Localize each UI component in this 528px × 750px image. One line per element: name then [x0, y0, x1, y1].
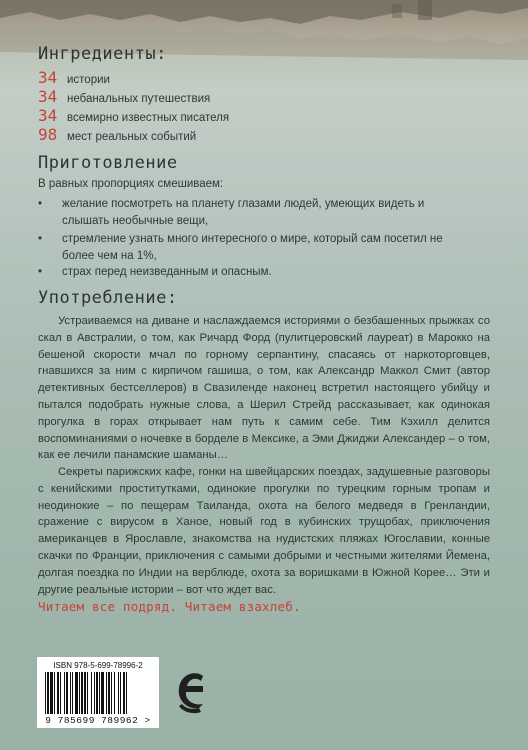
- ingredient-row: [38, 125, 196, 143]
- ingredient-row: [38, 68, 110, 86]
- usage-paragraph: Устраиваемся на диване и наслаждаемся историями о безбашенных прыжках со скал в Австралии, о том, как Ричард Форд (пулитцеровский лауреат) в Марокко на бешеной скорости мчал по горному серпантину, спасаясь от наркоторговцев, гнавшихся за ним с кирпичом гашиша, о том, как Александр Маккол Смит (автор детективных бестселлеров) в Свазиленде наконец встретил настоящего убийцу и пытался подобрать нужные слова, а Шерил Стрейд рассказывает, как одинокая прогулка в горах открывает нам путь к самим себе. Тим Кэхилл делится воспоминаниями о ночевке в борделе в Мексике, а Эми Джиджи Александер – о том, как ее лечили панамские шаманы…: [38, 315, 490, 462]
- barcode-bar: [75, 672, 78, 714]
- bullet-icon: •: [38, 266, 43, 278]
- barcode-bar: [99, 672, 100, 714]
- slogan: Читаем все подряд. Читаем взахлеб.: [38, 599, 301, 614]
- bullet-icon: •: [38, 233, 43, 245]
- ingredient-label: истории: [67, 74, 110, 86]
- ingredient-label: небанальных путешествия: [67, 93, 211, 105]
- barcode-bar: [111, 672, 112, 714]
- list-item-text: желание посмотреть на планету глазами людей, умеющих видеть и слышать необычные вещи,: [62, 198, 425, 227]
- barcode-bar: [101, 672, 104, 714]
- list-item-text: страх перед неизведанным и опасным.: [62, 266, 272, 278]
- barcode-bar: [126, 672, 127, 714]
- barcode-bar: [72, 672, 73, 714]
- ingredient-count: 34: [38, 68, 58, 87]
- barcode-bar: [45, 672, 46, 714]
- bullet-icon: •: [38, 198, 43, 210]
- barcode-bar: [114, 672, 115, 714]
- barcode-bar: [79, 672, 80, 714]
- barcode-bar: [106, 672, 107, 714]
- barcode-bar: [108, 672, 110, 714]
- ingredient-count: 34: [38, 106, 58, 125]
- preparation-heading: Приготовление: [38, 153, 178, 173]
- barcode-bar: [94, 672, 95, 714]
- barcode-digits: 9 785699 789962 >: [45, 715, 151, 726]
- barcode-bar: [64, 672, 65, 714]
- barcode-bar: [84, 672, 86, 714]
- eksmo-logo-icon: [173, 668, 213, 716]
- list-item-text: стремление узнать много интересного о мире, который сам посетил не более чем на 1%,: [62, 233, 443, 262]
- barcode-bar: [57, 672, 59, 714]
- barcode-bar: [87, 672, 88, 714]
- preparation-intro: В равных пропорциях смешиваем:: [38, 178, 224, 190]
- barcode-icon: [43, 672, 153, 714]
- barcode-bar: [66, 672, 68, 714]
- barcode-bar: [118, 672, 119, 714]
- ingredient-row: [38, 106, 229, 124]
- ingredient-label: мест реальных событий: [67, 131, 197, 143]
- ingredient-row: [38, 87, 210, 105]
- barcode-bar: [81, 672, 83, 714]
- ingredients-heading: Ингредиенты:: [38, 44, 167, 64]
- barcode-bar: [120, 672, 121, 714]
- barcode-bar: [60, 672, 61, 714]
- usage-heading: Употребление:: [38, 288, 178, 308]
- barcode-bar: [123, 672, 125, 714]
- usage-paragraph: Секреты парижских кафе, гонки на швейцарских поездах, задушевные разговоры с кенийскими проститутками, одинокие прогулки по турецким горным тропам и неодинокие – по пещерам Таиланда, охота на белого медведя в Гренландии, сражение с вирусом в Ханое, новый год в кубинских трущобах, приключения американцев в Ярославле, знакомства на нудистских пляжах Югославии, конные скачки по Франции, приключения с самыми добрыми и честными жителями Йемена, долгая поездка по Индии на верблюде, охота за воришками в Южной Корее… Эти и другие реальные истории – вот что ждет вас.: [38, 466, 490, 596]
- barcode-bar: [50, 672, 53, 714]
- barcode-bar: [70, 672, 71, 714]
- ingredient-count: 34: [38, 87, 58, 106]
- barcode-bar: [96, 672, 98, 714]
- barcode-bar: [91, 672, 92, 714]
- barcode-block: [37, 657, 159, 728]
- isbn-label: ISBN 978-5-699-78996-2: [53, 661, 143, 670]
- ingredient-label: всемирно известных писателя: [67, 112, 230, 124]
- ingredient-count: 98: [38, 125, 58, 144]
- barcode-bar: [54, 672, 55, 714]
- barcode-bar: [47, 672, 49, 714]
